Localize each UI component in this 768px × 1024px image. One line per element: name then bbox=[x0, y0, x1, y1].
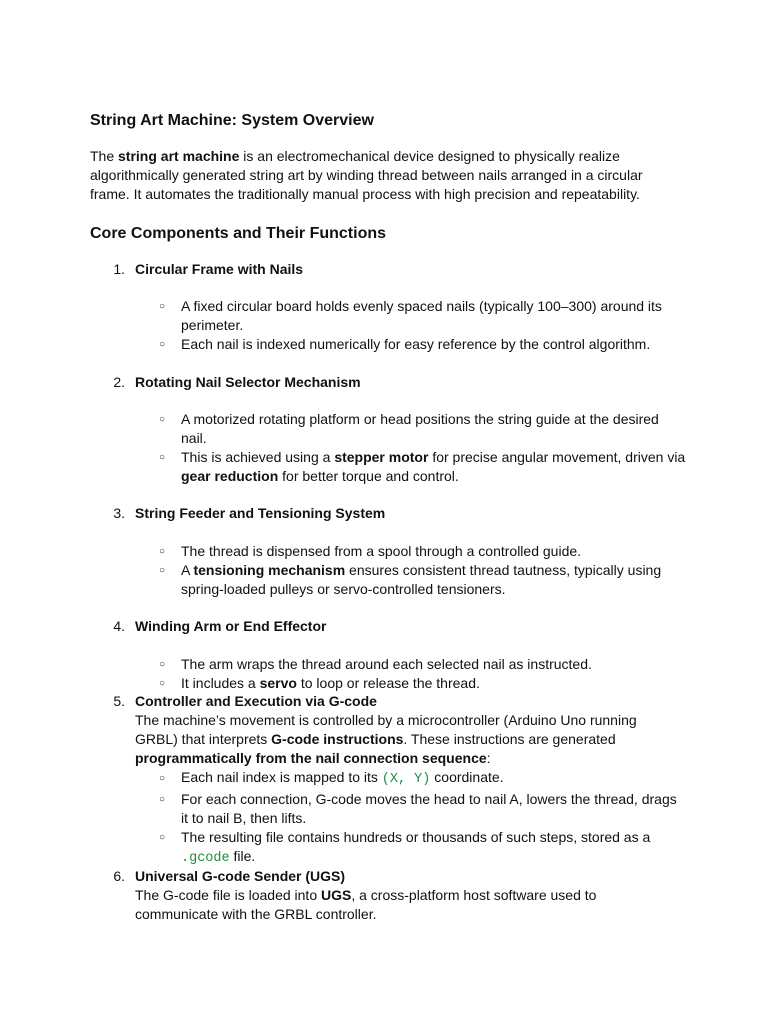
list-item: It includes a servo to loop or release the thread. bbox=[181, 675, 480, 691]
item-title: Rotating Nail Selector Mechanism bbox=[135, 374, 361, 390]
item-body: The machine’s movement is controlled by a microcontroller (Arduino Uno running bbox=[135, 712, 637, 728]
intro-line-1: The string art machine is an electromechanical device designed to physically realize bbox=[90, 148, 620, 164]
item-title: String Feeder and Tensioning System bbox=[135, 505, 386, 521]
bullet-icon: ○ bbox=[159, 301, 166, 312]
list-item: A tensioning mechanism ensures consistent thread tautness, typically using bbox=[181, 562, 662, 578]
bullet-icon: ○ bbox=[159, 832, 166, 843]
list-item: The resulting file contains hundreds or thousands of such steps, stored as a bbox=[181, 829, 651, 845]
item-title: Circular Frame with Nails bbox=[135, 261, 304, 277]
section-heading: Core Components and Their Functions bbox=[90, 225, 387, 242]
item-title: Controller and Execution via G-code bbox=[135, 693, 377, 709]
list-number: 2. bbox=[113, 374, 125, 390]
bullet-icon: ○ bbox=[159, 773, 166, 784]
list-item: For each connection, G-code moves the head to nail A, lowers the thread, drags bbox=[181, 791, 677, 807]
list-item: nail. bbox=[181, 430, 207, 446]
bullet-icon: ○ bbox=[159, 414, 166, 425]
item-title: Universal G-code Sender (UGS) bbox=[135, 868, 346, 884]
inline-code: (X, Y) bbox=[381, 772, 431, 787]
list-item: it to nail B, then lifts. bbox=[181, 810, 307, 826]
list-item: This is achieved using a stepper motor for precise angular movement, driven via bbox=[181, 449, 686, 465]
list-number: 3. bbox=[113, 505, 125, 521]
bullet-icon: ○ bbox=[159, 452, 166, 463]
bullet-icon: ○ bbox=[159, 659, 166, 670]
list-item: Each nail index is mapped to its (X, Y) coordinate. bbox=[181, 769, 504, 787]
list-item: spring-loaded pulleys or servo-controlled tensioners. bbox=[181, 581, 506, 597]
list-item: Each nail is indexed numerically for easy reference by the control algorithm. bbox=[181, 336, 651, 352]
list-number: 5. bbox=[113, 693, 125, 709]
list-item: A motorized rotating platform or head positions the string guide at the desired bbox=[181, 411, 659, 427]
item-body: The G-code file is loaded into UGS, a cross-platform host software used to bbox=[135, 887, 597, 903]
list-number: 6. bbox=[113, 868, 125, 884]
list-item: perimeter. bbox=[181, 317, 244, 333]
item-title: Winding Arm or End Effector bbox=[135, 618, 327, 634]
bullet-icon: ○ bbox=[159, 678, 166, 689]
page-title: String Art Machine: System Overview bbox=[90, 112, 374, 129]
inline-code: .gcode bbox=[181, 851, 230, 866]
bullet-icon: ○ bbox=[159, 794, 166, 805]
list-item: .gcode file. bbox=[181, 848, 256, 866]
bullet-icon: ○ bbox=[159, 339, 166, 350]
intro-line-3: frame. It automates the traditionally manual process with high precision and repeatability. bbox=[90, 186, 640, 202]
list-item: gear reduction for better torque and control. bbox=[181, 468, 459, 484]
list-item: The thread is dispensed from a spool through a controlled guide. bbox=[181, 543, 582, 559]
bullet-icon: ○ bbox=[159, 546, 166, 557]
list-number: 1. bbox=[113, 261, 125, 277]
list-number: 4. bbox=[113, 618, 125, 634]
intro-line-2: algorithmically generated string art by winding thread between nails arranged in a circular bbox=[90, 167, 643, 183]
item-body: GRBL) that interprets G-code instructions. These instructions are generated bbox=[135, 731, 616, 747]
item-body: communicate with the GRBL controller. bbox=[135, 906, 377, 922]
bullet-icon: ○ bbox=[159, 565, 166, 576]
list-item: The arm wraps the thread around each selected nail as instructed. bbox=[181, 656, 592, 672]
list-item: A fixed circular board holds evenly spaced nails (typically 100–300) around its bbox=[181, 298, 662, 314]
item-body: programmatically from the nail connection sequence: bbox=[135, 750, 491, 766]
